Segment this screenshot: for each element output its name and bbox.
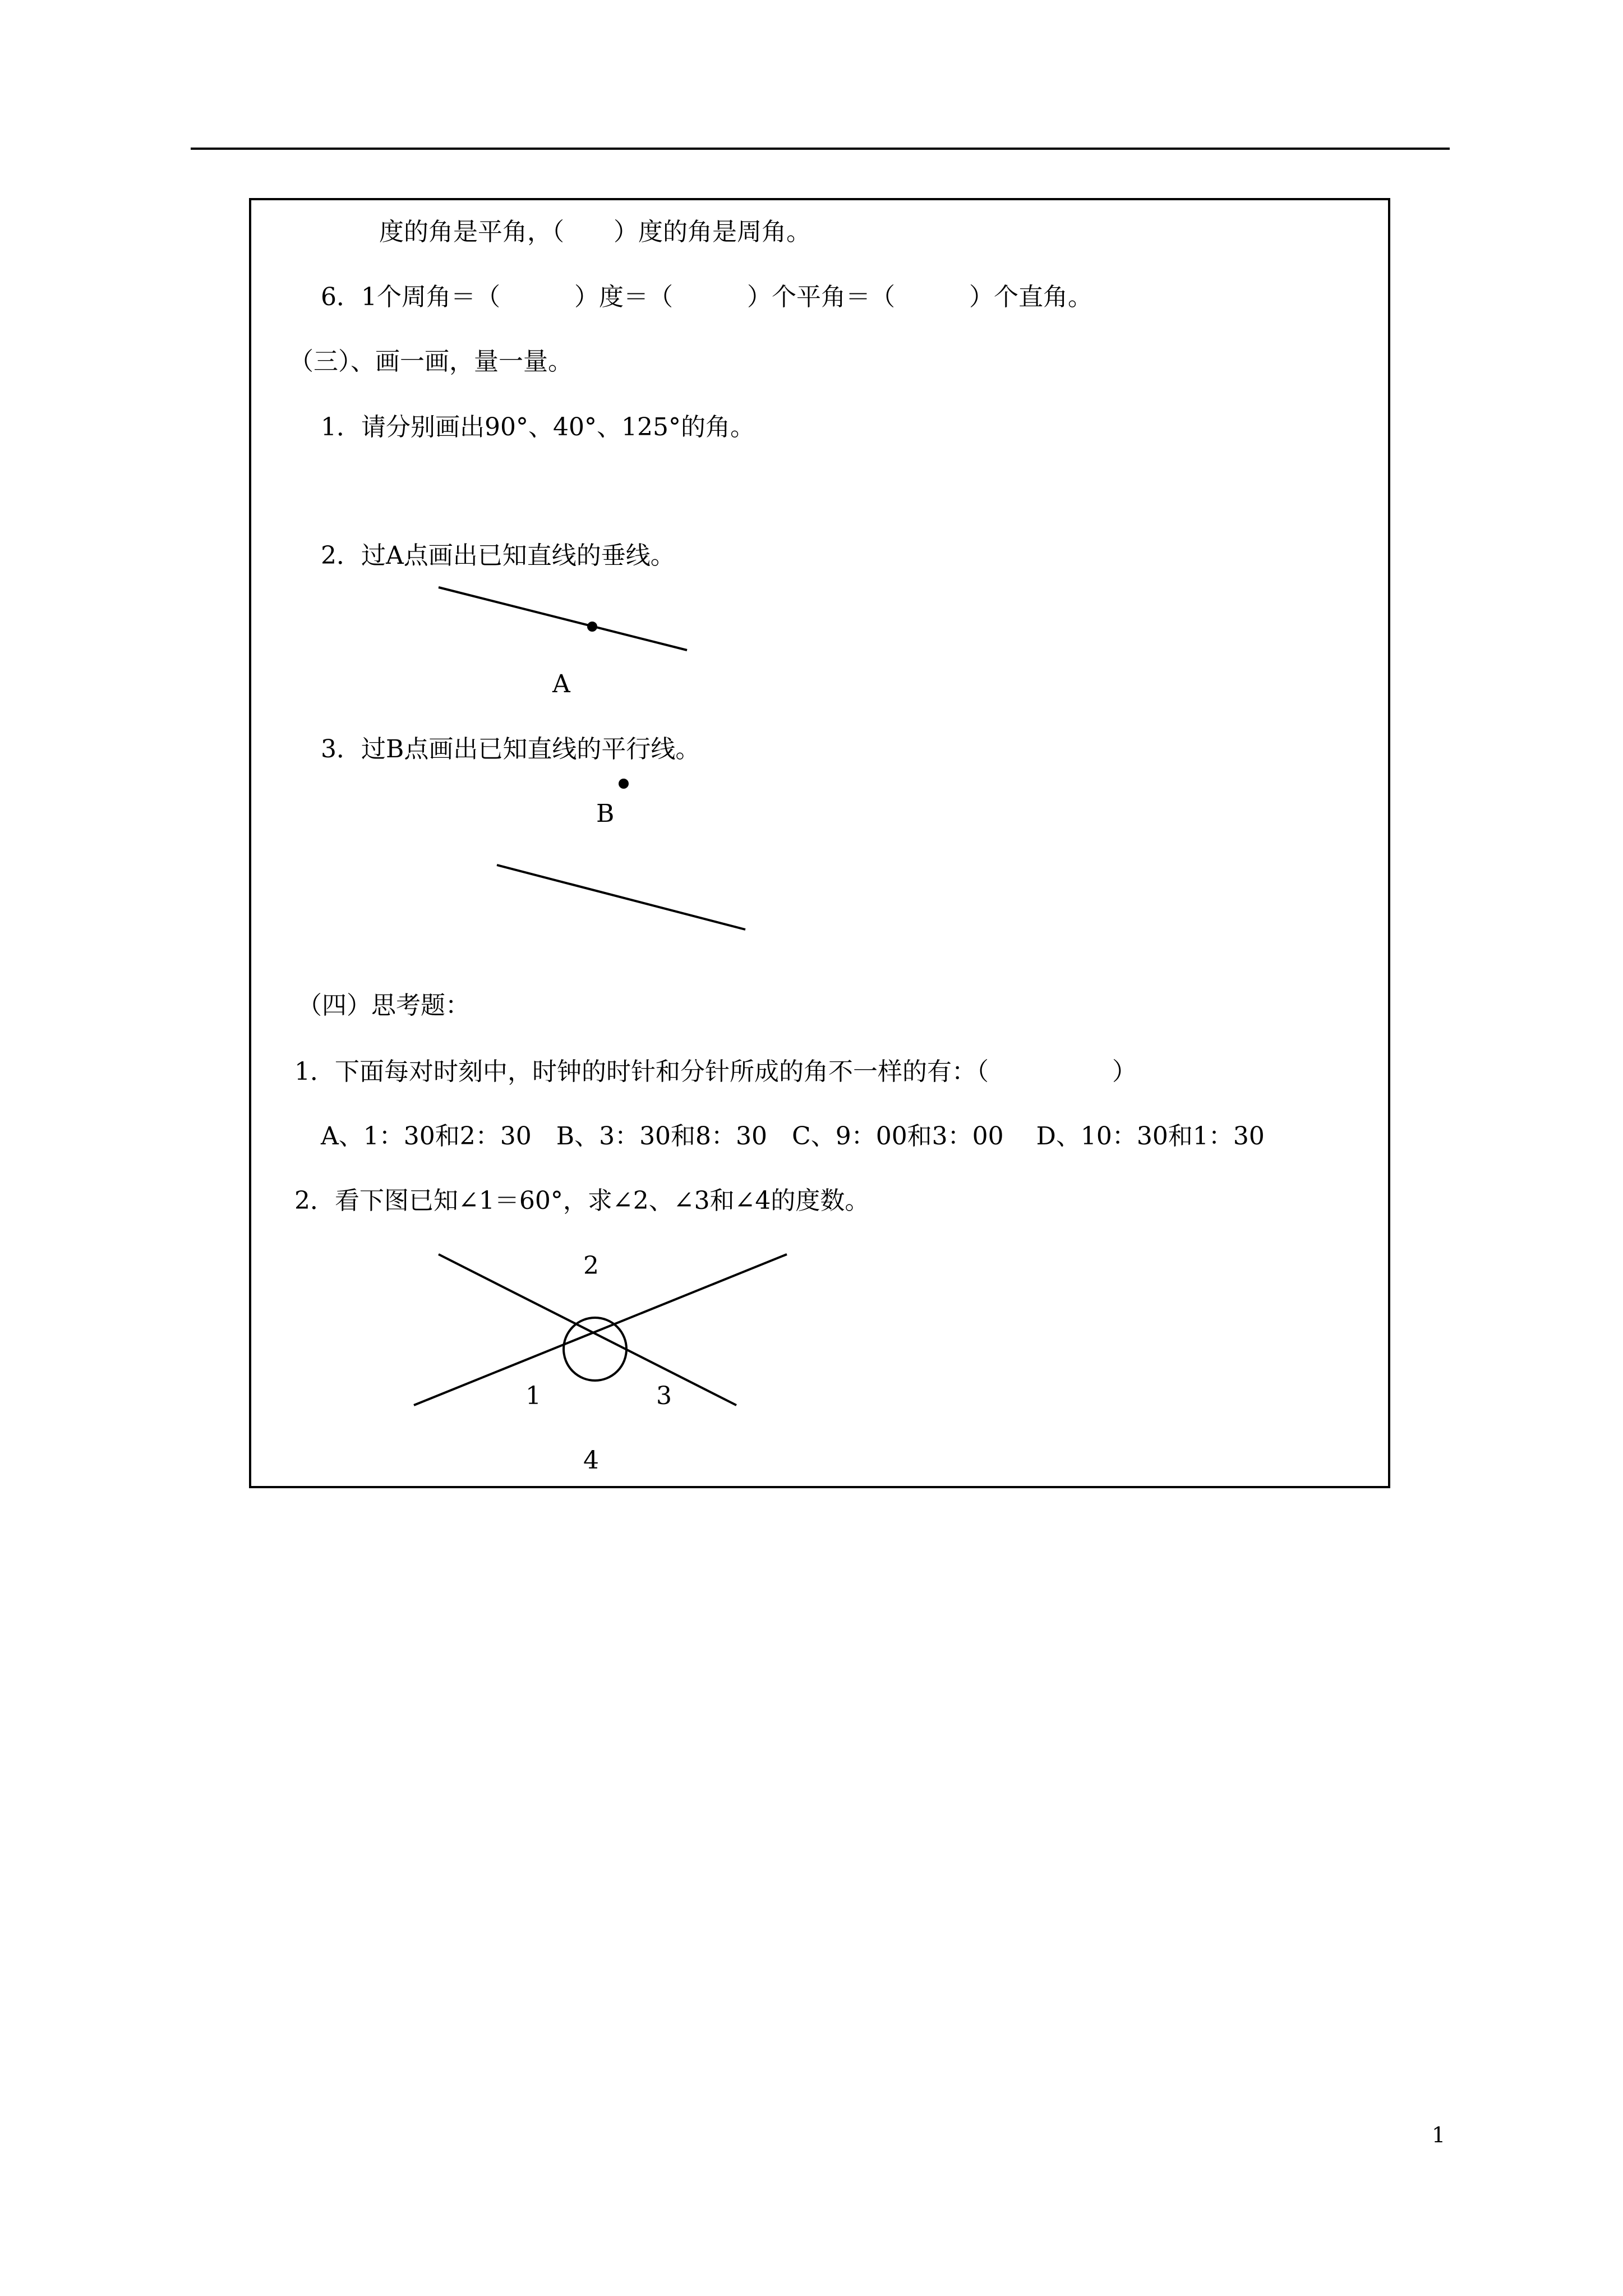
text-line-straight-full-angle: 度的角是平角，（ ）度的角是周角。 (379, 218, 811, 246)
angle-label-1: 1 (525, 1382, 541, 1410)
question-4-2: 2．看下图已知∠1＝60°，求∠2、∠3和∠4的度数。 (294, 1186, 870, 1215)
question-3-2: 2．过A点画出已知直线的垂线。 (321, 541, 675, 570)
intersection-circle (564, 1318, 626, 1381)
angle-label-2: 2 (583, 1251, 599, 1280)
angle-label-3: 3 (656, 1382, 672, 1410)
page-number: 1 (1432, 2123, 1446, 2147)
question-4-1: 1．下面每对时刻中，时钟的时针和分针所成的角不一样的有：（ ） (294, 1057, 1137, 1086)
point-a-label: A (552, 670, 570, 698)
question-4-1-options: A、1：30和2：30 B、3：30和8：30 C、9：00和3：00 D、10：30和1：30 (321, 1122, 1265, 1151)
section-3-heading: （三）、画一画，量一量。 (289, 347, 573, 376)
question-3-3: 3．过B点画出已知直线的平行线。 (321, 735, 700, 763)
section-4-heading: （四）思考题： (297, 991, 470, 1020)
point-b-label: B (596, 799, 615, 828)
angle-label-4: 4 (583, 1446, 599, 1475)
intersecting-line-2 (414, 1251, 787, 1405)
text-line-full-angle-conversion: 6．1个周角＝（ ）度＝（ ）个平角＝（ ）个直角。 (321, 283, 1092, 311)
question-3-1: 1．请分别画出90°、40°、125°的角。 (321, 413, 755, 441)
